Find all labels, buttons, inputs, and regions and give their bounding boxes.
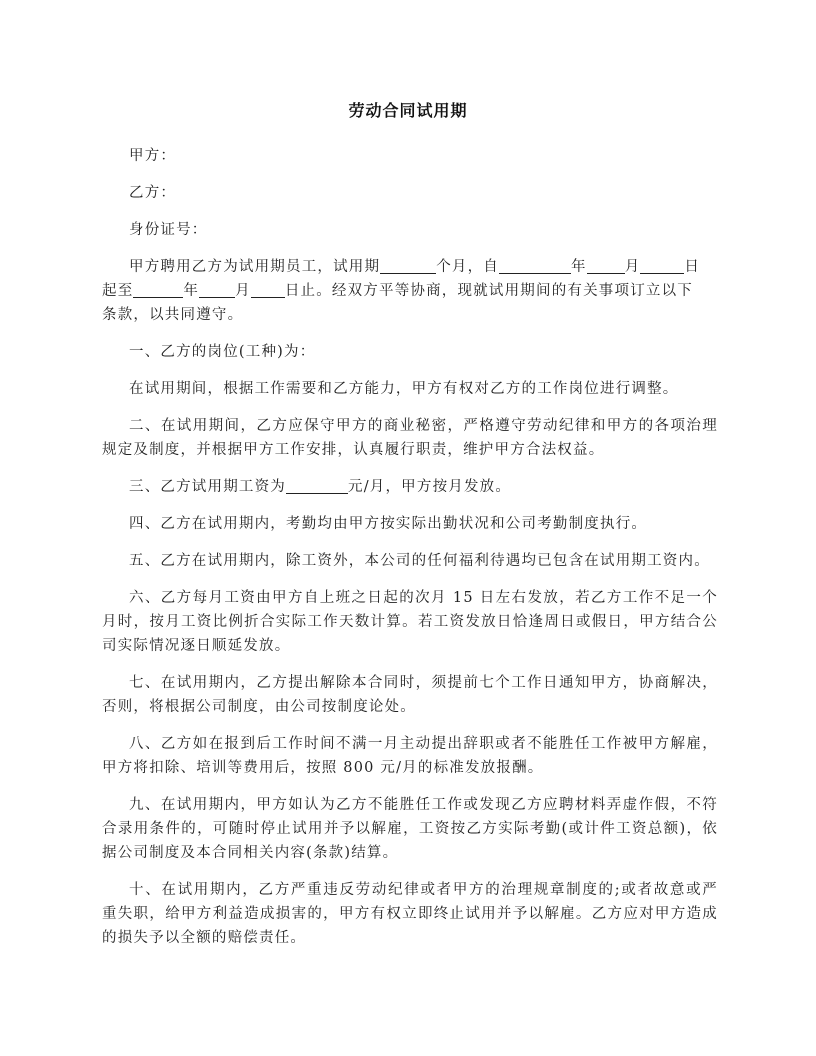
clause-line: 据公司制度及本合同相关内容(条款)结算。 <box>102 845 399 861</box>
clause-1-detail <box>102 377 718 401</box>
clause-line: 在试用期间，根据工作需要和乙方能力，甲方有权对乙方的工作岗位进行调整。 <box>129 381 679 397</box>
clause-line: 七、在试用期内，乙方提出解除本合同时，须提前七个工作日通知甲方，协商解决， <box>129 675 718 691</box>
trial-months-blank[interactable] <box>380 257 436 274</box>
text: 日止。经双方平等协商，现就试用期间的有关事项订立以下 <box>284 283 694 299</box>
start-day-blank[interactable] <box>640 257 684 274</box>
clause-line: 二、在试用期间，乙方应保守甲方的商业秘密，严格遵守劳动纪律和甲方的各项治理 <box>129 418 718 434</box>
clause-8 <box>102 732 718 780</box>
party-b-label: 乙方： <box>129 185 177 201</box>
clause-2 <box>102 414 718 462</box>
document-title: 劳动合同试用期 <box>348 101 468 120</box>
end-month-blank[interactable] <box>199 281 235 298</box>
clause-9 <box>102 793 718 865</box>
clause-6 <box>102 586 718 658</box>
start-year-blank[interactable] <box>499 257 571 274</box>
clause-1 <box>102 340 718 364</box>
text: 元/月，甲方按月发放。 <box>348 479 512 495</box>
clause-5 <box>102 549 718 573</box>
clause-line <box>102 475 718 499</box>
clause-10 <box>102 878 718 950</box>
intro-line-1 <box>102 255 718 279</box>
text: 个月，自 <box>436 259 500 275</box>
id-number-line <box>102 218 718 242</box>
clause-line: 八、乙方如在报到后工作时间不满一月主动提出辞职或者不能胜任工作被甲方解雇， <box>129 736 718 752</box>
clause-line: 司实际情况逐日顺延发放。 <box>102 638 291 654</box>
clause-line: 十、在试用期内，乙方严重违反劳动纪律或者甲方的治理规章制度的;或者故意或严 <box>129 882 718 898</box>
clause-line: 的损失予以全额的赔偿责任。 <box>102 930 307 946</box>
clause-line: 规定及制度，并根据甲方工作安排，认真履行职责，维护甲方合法权益。 <box>102 442 605 458</box>
party-a-line <box>102 144 718 168</box>
clause-line: 六、乙方每月工资由甲方自上班之日起的次月 15 日左右发放，若乙方工作不足一个 <box>129 590 718 606</box>
clause-line: 重失职，给甲方利益造成损害的，甲方有权立即终止试用并予以解雇。乙方应对甲方造成 <box>102 906 718 922</box>
clause-line: 九、在试用期内，甲方如认为乙方不能胜任工作或发现乙方应聘材料弄虚作假，不符 <box>129 797 718 813</box>
salary-blank[interactable] <box>286 477 348 494</box>
intro-line-2 <box>102 279 718 303</box>
clause-line: 一、乙方的岗位(工种)为： <box>129 344 316 360</box>
clause-4 <box>102 512 718 536</box>
text: 月 <box>624 259 641 275</box>
text: 起至 <box>102 283 134 299</box>
clause-line: 月时，按月工资比例折合实际工作天数计算。若工资发放日恰逢周日或假日，甲方结合公 <box>102 614 718 630</box>
text: 三、乙方试用期工资为 <box>129 479 286 495</box>
party-a-label: 甲方： <box>129 148 177 164</box>
end-year-blank[interactable] <box>133 281 183 298</box>
clause-7 <box>102 671 718 719</box>
clause-line: 四、乙方在试用期内，考勤均由甲方按实际出勤状况和公司考勤制度执行。 <box>129 516 648 532</box>
intro-line-3: 条款，以共同遵守。 <box>102 307 244 323</box>
intro-paragraph <box>102 255 718 327</box>
party-b-line <box>102 181 718 205</box>
document-body <box>102 144 718 963</box>
text: 日 <box>684 259 701 275</box>
clause-3 <box>102 475 718 499</box>
start-month-blank[interactable] <box>587 257 625 274</box>
clause-line: 否则，将根据公司制度，由公司按制度论处。 <box>102 699 416 715</box>
text: 甲方聘用乙方为试用期员工，试用期 <box>129 259 381 275</box>
clause-line: 五、乙方在试用期内，除工资外，本公司的任何福利待遇均已包含在试用期工资内。 <box>129 553 710 569</box>
clause-line: 合录用条件的，可随时停止试用并予以解雇，工资按乙方实际考勤(或计件工资总额)，依 <box>102 821 718 837</box>
id-number-label: 身份证号： <box>129 222 208 238</box>
text: 年 <box>571 259 587 275</box>
text: 年 <box>183 283 200 299</box>
clause-line: 甲方将扣除、培训等费用后，按照 800 元/月的标准发放报酬。 <box>102 760 544 776</box>
text: 月 <box>235 283 251 299</box>
end-day-blank[interactable] <box>251 281 285 298</box>
